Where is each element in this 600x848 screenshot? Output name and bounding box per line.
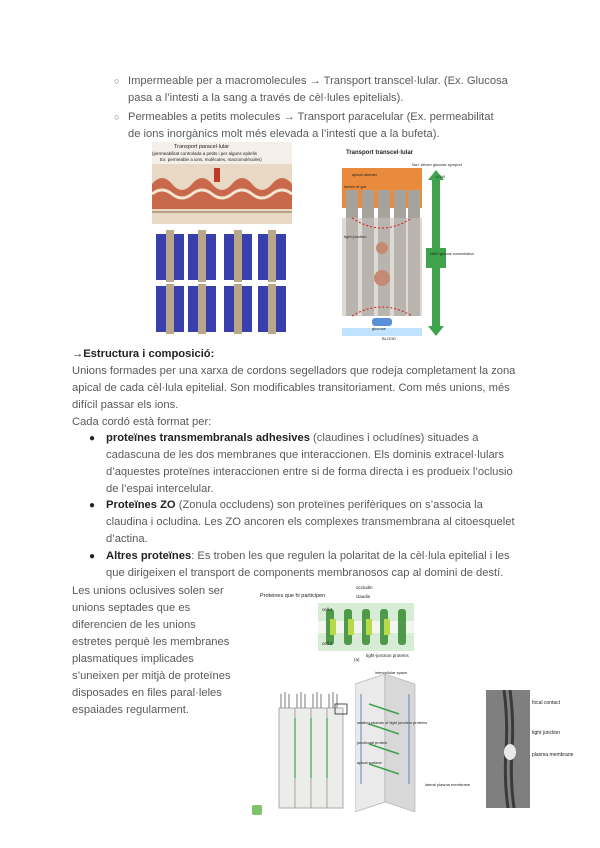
- list-text: cadascuna de les dos membranes que interaccionen. Els dominis extracel·lulars: [106, 449, 504, 461]
- list-text: claudina i ocludina. Les ZO ancoren els complexes transmembrana al citoesquelet: [106, 516, 515, 528]
- paracellular-illustration: [152, 164, 292, 336]
- list-text: : Es troben les que regulen la polaritat de la cèl·lula epitelial i les: [191, 550, 510, 562]
- paragraph-line: plasmatiques implicades: [72, 653, 194, 665]
- sub-item-line: Impermeable per a macromolecules → Transport transcel·lular. (Ex. Glucosa: [128, 75, 508, 87]
- list-text: (Zonula occludens) son proteïnes perifèriques on s’associa la: [175, 499, 483, 511]
- bullet-dot-icon: ●: [89, 500, 96, 511]
- paragraph-line: Cada cordó està format per:: [72, 416, 212, 428]
- list-item-zo-proteins: [89, 497, 528, 548]
- figure-tight-junction-proteins: [258, 585, 448, 665]
- figure-transcellular-transport: [342, 150, 474, 343]
- figure-label: lateral plasma membrane: [425, 782, 471, 787]
- figure-label: lumen of gut: [344, 184, 367, 189]
- list-text: d’aquestes proteïnes interaccionen entre si de forma directa i es produeix l’oclusio: [106, 466, 513, 478]
- figure-label: tight junction: [344, 234, 367, 239]
- paragraph-line: apical de cada cèl·lula epitelial. Son modificables transitoriament. Com més unions, més: [72, 382, 510, 394]
- figure-epithelium-tight-junctions: [275, 664, 475, 812]
- figure-title: Transport paracel·lular: [174, 144, 230, 150]
- figure-label: tight junction: [532, 730, 561, 736]
- figure-label: plasma membrane: [532, 752, 574, 758]
- micrograph-illustration: [486, 690, 530, 808]
- paragraph-line: s’uneixen per mitjà de proteïnes: [72, 670, 231, 682]
- paragraph-line: estretes perquè les membranes: [72, 636, 230, 648]
- circle-bullet-icon: ○: [114, 76, 120, 86]
- figure-label: claudin: [356, 594, 371, 599]
- list-text: d’actina.: [106, 533, 148, 545]
- section-paragraph: [72, 363, 528, 431]
- epithelium-illustration: [275, 688, 355, 812]
- figure-label: apical domain: [352, 172, 377, 177]
- side-paragraph: [72, 583, 238, 719]
- paragraph-line: difícil passar els ions.: [72, 399, 179, 411]
- figure-label: occludin: [356, 585, 373, 590]
- figure-label: BLOOD: [382, 336, 397, 341]
- figure-label: (a): [354, 657, 360, 662]
- sub-item-line: Permeables a petits molecules → Transport paracelular (Ex. permeabilitat: [128, 111, 494, 123]
- figure-label: junctional protein: [357, 740, 388, 745]
- list-item-other-proteins: [89, 548, 528, 582]
- paragraph-line: diferencien de les unions: [72, 619, 196, 631]
- paragraph-line: unions septades que es: [72, 602, 191, 614]
- figure-label: focal contact: [532, 700, 561, 706]
- bullet-dot-icon: ●: [89, 551, 96, 562]
- bullet-dot-icon: ●: [89, 433, 96, 444]
- sub-item-line: de ions inorgànics molt més elevada a l’intesti que a la bufeta).: [128, 128, 440, 140]
- list-text: que dirigeixen el transport de components membranosos cap al domini de destí.: [106, 567, 504, 579]
- bold-term: Proteïnes ZO: [106, 499, 176, 511]
- circle-bullet-icon: ○: [114, 112, 120, 122]
- sub-item-small-molecules: [114, 109, 528, 143]
- figure-label: HIGH glucose concentration: [430, 252, 474, 256]
- figure-label: cell 1: [322, 607, 333, 612]
- figure-subtitle: (permeabilitat controlada a petits i per alguns epitelis: [152, 151, 258, 156]
- list-text: de l’espai intercelular.: [106, 483, 214, 495]
- bold-term: Altres proteïnes: [106, 550, 192, 562]
- figure-label: intercellular space: [375, 670, 408, 675]
- paragraph-line: Les unions oclusives solen ser: [72, 585, 224, 597]
- sub-item-line: pasa a l’intesti a la sang a través de cèl·lules epitelials).: [128, 92, 404, 104]
- list-item-transmembrane-proteins: [89, 430, 528, 498]
- list-text: (claudines i ocludínes) situades a: [309, 432, 479, 444]
- bold-term: proteïnes transmembranals adhesives: [106, 432, 310, 444]
- section-heading: →Estructura i composició:: [72, 348, 215, 360]
- home-icon[interactable]: [252, 805, 262, 815]
- figure-label: tight-junction proteins: [366, 653, 409, 658]
- paragraph-line: Unions formades per una xarxa de cordons segelladors que rodeja completament la zona: [72, 365, 516, 377]
- figure-label: Na+-driven glucose symport: [412, 162, 462, 167]
- figure-label: cell 2: [322, 641, 333, 646]
- paragraph-line: disposades en files paral·leles: [72, 687, 222, 699]
- figure-subtitle: Ex: permeable a ions, molècules, macromolècules): [160, 157, 262, 162]
- figure-label: apical surface: [357, 760, 382, 765]
- micrograph-image: [486, 690, 530, 808]
- figure-label: sealing strands of tight junction proteins: [357, 720, 428, 725]
- figure-label: glucose: [372, 326, 386, 331]
- figure-paracellular-transport: [152, 142, 292, 336]
- figure-title: Proteines que hi participen: [260, 593, 326, 599]
- figure-title: Transport transcel·lular: [346, 150, 414, 156]
- paragraph-line: espaiades regularment.: [72, 704, 189, 716]
- sub-item-macromolecules: [114, 73, 528, 107]
- figure-label: LOW: [436, 174, 446, 179]
- junction-closeup-illustration: [355, 664, 428, 812]
